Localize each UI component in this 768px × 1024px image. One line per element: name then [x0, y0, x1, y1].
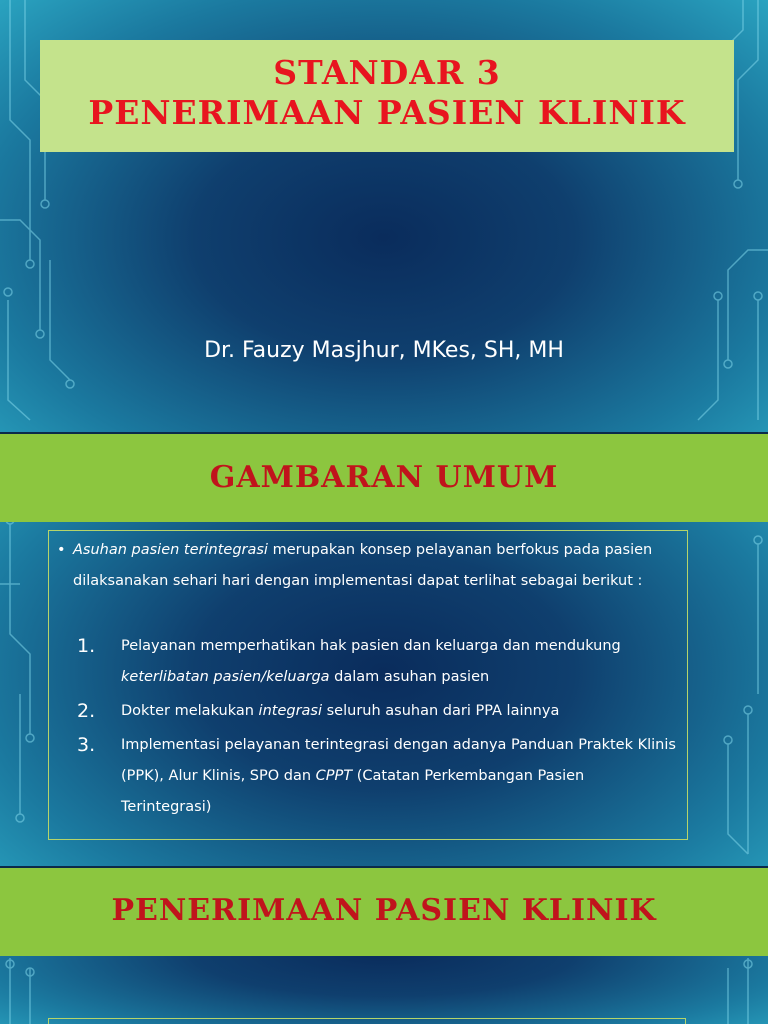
section-heading-band: [0, 434, 768, 522]
slide-reception: [0, 868, 768, 1024]
author-name: Dr. Fauzy Masjhur, MKes, SH, MH: [204, 338, 564, 363]
slide-title: [0, 0, 768, 432]
list-number: 3.: [77, 734, 96, 756]
title-line-2: PENERIMAAN PASIEN KLINIK: [88, 93, 686, 132]
bullet-dot-icon: •: [57, 542, 66, 558]
list-item-text-pre: Dokter melakukan: [121, 703, 259, 719]
list-item-text-post: seluruh asuhan dari PPA lainnya: [322, 703, 560, 719]
list-item: [77, 696, 677, 727]
list-number: 1.: [77, 635, 96, 657]
list-item: [77, 631, 677, 693]
intro-body: merupakan konsep pelayanan berfokus pada pasien dilaksanakan sehari hari dengan implementasi dapat terlihat sebagai berikut :: [73, 542, 653, 589]
content-box: [48, 1018, 686, 1024]
list-item-text-italic: integrasi: [258, 703, 323, 719]
list-item: [77, 730, 677, 823]
intro-bullet: [57, 535, 681, 597]
content-box: [48, 530, 688, 840]
list-item-text-pre: Implementasi pelayanan terintegrasi dengan adanya Panduan Praktek Klinis (PPK), Alur Klinis, SPO dan: [121, 737, 676, 784]
list-item-text-post: dalam asuhan pasien: [329, 669, 490, 685]
intro-text: [57, 535, 681, 597]
intro-italic-lead: Asuhan pasien terintegrasi: [73, 542, 268, 558]
title-line-1: STANDAR 3: [273, 53, 501, 92]
list-item-text-italic: keterlibatan pasien/keluarga: [121, 669, 330, 685]
section-heading: GAMBARAN UMUM: [209, 460, 559, 495]
list-item-text-italic: CPPT: [315, 768, 353, 784]
section-heading: PENERIMAAN PASIEN KLINIK: [111, 893, 657, 928]
list-item-text-post: (Catatan Perkembangan Pasien Terintegrasi): [121, 768, 585, 815]
list-number: 2.: [77, 700, 96, 722]
section-heading-band: [0, 868, 768, 956]
title-box: [40, 40, 734, 152]
slide-overview: [0, 434, 768, 866]
list-item-text-pre: Pelayanan memperhatikan hak pasien dan keluarga dan mendukung: [121, 638, 621, 654]
numbered-list: [77, 631, 677, 826]
